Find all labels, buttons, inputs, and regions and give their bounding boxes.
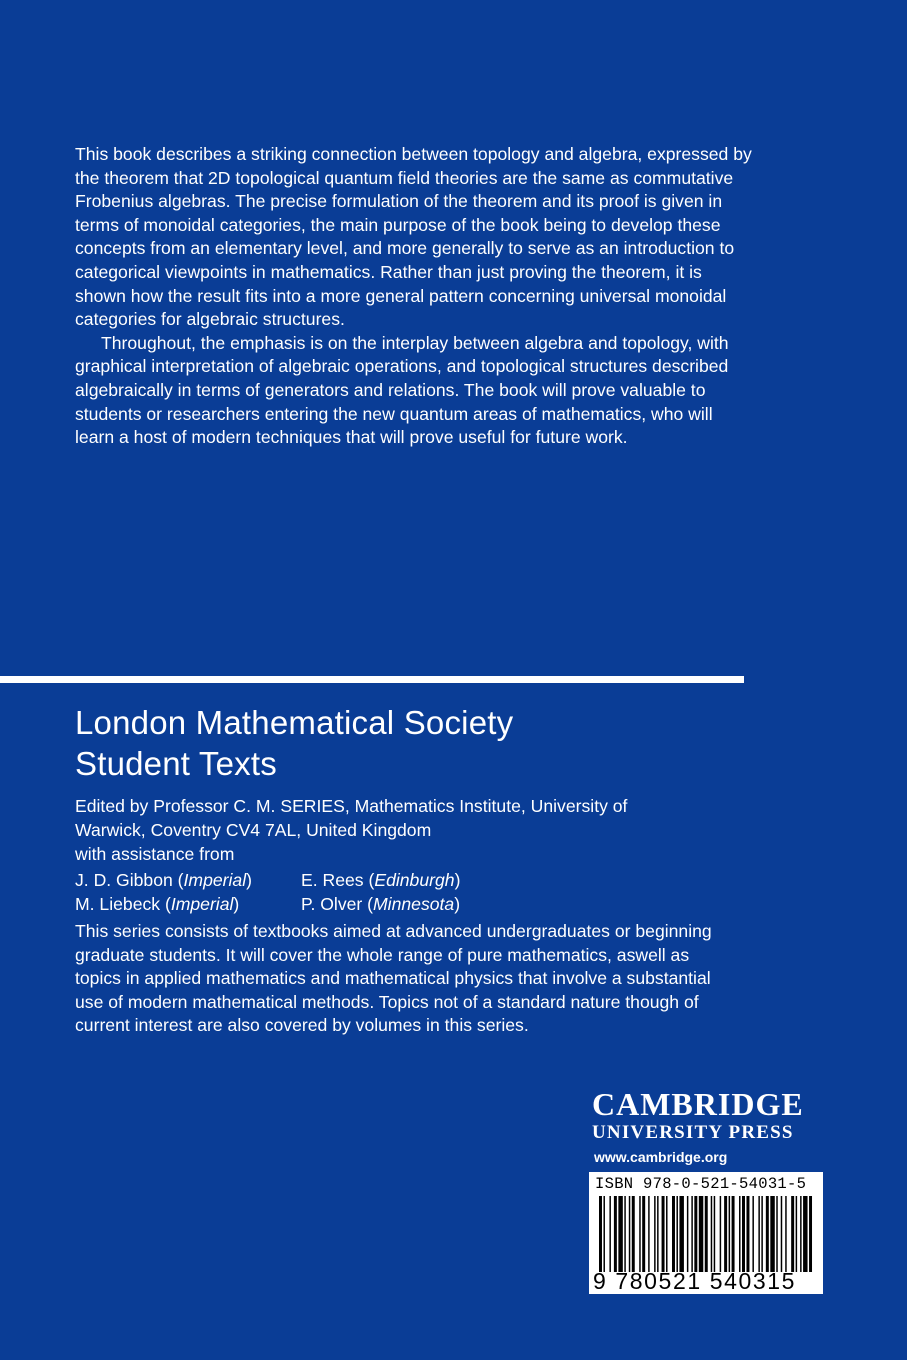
assistant-editors xyxy=(75,868,675,916)
barcode-bar xyxy=(761,1196,762,1272)
publisher-url: www.cambridge.org xyxy=(594,1149,728,1165)
barcode-bar xyxy=(672,1196,675,1272)
barcode-bar xyxy=(691,1196,692,1272)
barcode-bar xyxy=(648,1196,649,1272)
description-paragraph-2: Throughout, the emphasis is on the interplay between algebra and topology, with graphical interpretation of algebraic operations, and topological structures described algebraically in terms of generators and relations. The book will prove valuable to students or researchers entering the new quantum areas of mathematics, who will learn a host of modern techniques that will prove useful for future work. xyxy=(75,332,729,448)
barcode-bar xyxy=(654,1196,655,1272)
assistant-olver: P. Olver (Minnesota) xyxy=(301,894,461,914)
isbn-barcode xyxy=(589,1172,823,1294)
barcode-bar xyxy=(766,1196,769,1272)
barcode-bar xyxy=(752,1196,753,1272)
barcode-bar xyxy=(679,1196,683,1272)
description-paragraph-1: This book describes a striking connection between topology and algebra, expressed by the theorem that 2D topological quantum field theories are the same as commutative Frobenius algebras. The precise formulation of the theorem and its proof is given in terms of monoidal categories, the main purpose of the book being to develop these concepts from an elementary level, and more generally to serve as an introduction to categorical viewpoints in mathematics. Rather than just proving the theorem, it is shown how the result fits into a more general pattern concerning universal monoidal categories for algebraic structures. xyxy=(75,144,752,330)
barcode-bar xyxy=(732,1196,735,1272)
barcode-bar xyxy=(699,1196,703,1272)
barcode-bar xyxy=(639,1196,640,1272)
barcode-bar xyxy=(618,1196,622,1272)
barcode-bar xyxy=(711,1196,712,1272)
barcode-bar xyxy=(642,1196,645,1272)
publisher-name: CAMBRIDGE xyxy=(592,1086,804,1122)
barcode-bar xyxy=(791,1196,794,1272)
barcode-bar xyxy=(758,1196,759,1272)
ean-digits: 9 780521 540315 xyxy=(593,1268,797,1294)
barcode-bar xyxy=(796,1196,797,1272)
barcode-bar xyxy=(694,1196,697,1272)
barcode-bar xyxy=(714,1196,715,1272)
publisher-logo xyxy=(592,1088,832,1144)
series-editor: Edited by Professor C. M. SERIES, Mathematics Institute, University of Warwick, Coventry CV4 7AL, United Kingdom with assistance from xyxy=(75,796,628,864)
assistant-row xyxy=(75,868,675,892)
barcode-bar xyxy=(662,1196,665,1272)
publisher-subtitle: UNIVERSITY PRESS xyxy=(592,1122,794,1143)
barcode-bar xyxy=(666,1196,667,1272)
barcode-bar xyxy=(632,1196,635,1272)
barcode-bar xyxy=(609,1196,610,1272)
barcode-bar xyxy=(809,1196,812,1272)
assistant-rees: E. Rees (Edinburgh) xyxy=(301,870,461,890)
barcode-bar xyxy=(614,1196,617,1272)
barcode-bar xyxy=(785,1196,786,1272)
isbn-label: ISBN 978-0-521-54031-5 xyxy=(595,1175,807,1193)
barcode-bar xyxy=(599,1196,602,1272)
assistant-gibbon: J. D. Gibbon (Imperial) xyxy=(75,870,252,890)
series-title: London Mathematical Society Student Texts xyxy=(75,704,514,782)
barcode-bar xyxy=(629,1196,630,1272)
barcode-bar xyxy=(657,1196,658,1272)
barcode-bar xyxy=(770,1196,774,1272)
barcode-bar xyxy=(624,1196,625,1272)
series-description: This series consists of textbooks aimed at advanced undergraduates or beginning graduate students. It will cover the whole range of pure mathematics, aswell as topics in applied mathematics and mathematical physics that involve a substantial use of modern mathematical methods. Topics not of a standard nature though of current interest are also covered by volumes in this series. xyxy=(75,921,712,1036)
barcode-bar xyxy=(729,1196,730,1272)
barcode-bar xyxy=(720,1196,721,1272)
barcode-bars-icon xyxy=(599,1196,815,1272)
assistant-row xyxy=(75,892,675,916)
barcode-bar xyxy=(687,1196,688,1272)
barcode-bar xyxy=(676,1196,677,1272)
barcode-bar xyxy=(705,1196,708,1272)
barcode-bar xyxy=(776,1196,777,1272)
assistant-liebeck: M. Liebeck (Imperial) xyxy=(75,894,240,914)
barcode-bar xyxy=(739,1196,740,1272)
section-divider xyxy=(0,676,744,683)
barcode-bar xyxy=(781,1196,782,1272)
barcode-bar xyxy=(603,1196,604,1272)
barcode-bar xyxy=(746,1196,749,1272)
barcode-bar xyxy=(724,1196,727,1272)
barcode-bar xyxy=(742,1196,745,1272)
barcode-bar xyxy=(800,1196,801,1272)
book-description xyxy=(75,143,755,450)
barcode-bar xyxy=(803,1196,807,1272)
